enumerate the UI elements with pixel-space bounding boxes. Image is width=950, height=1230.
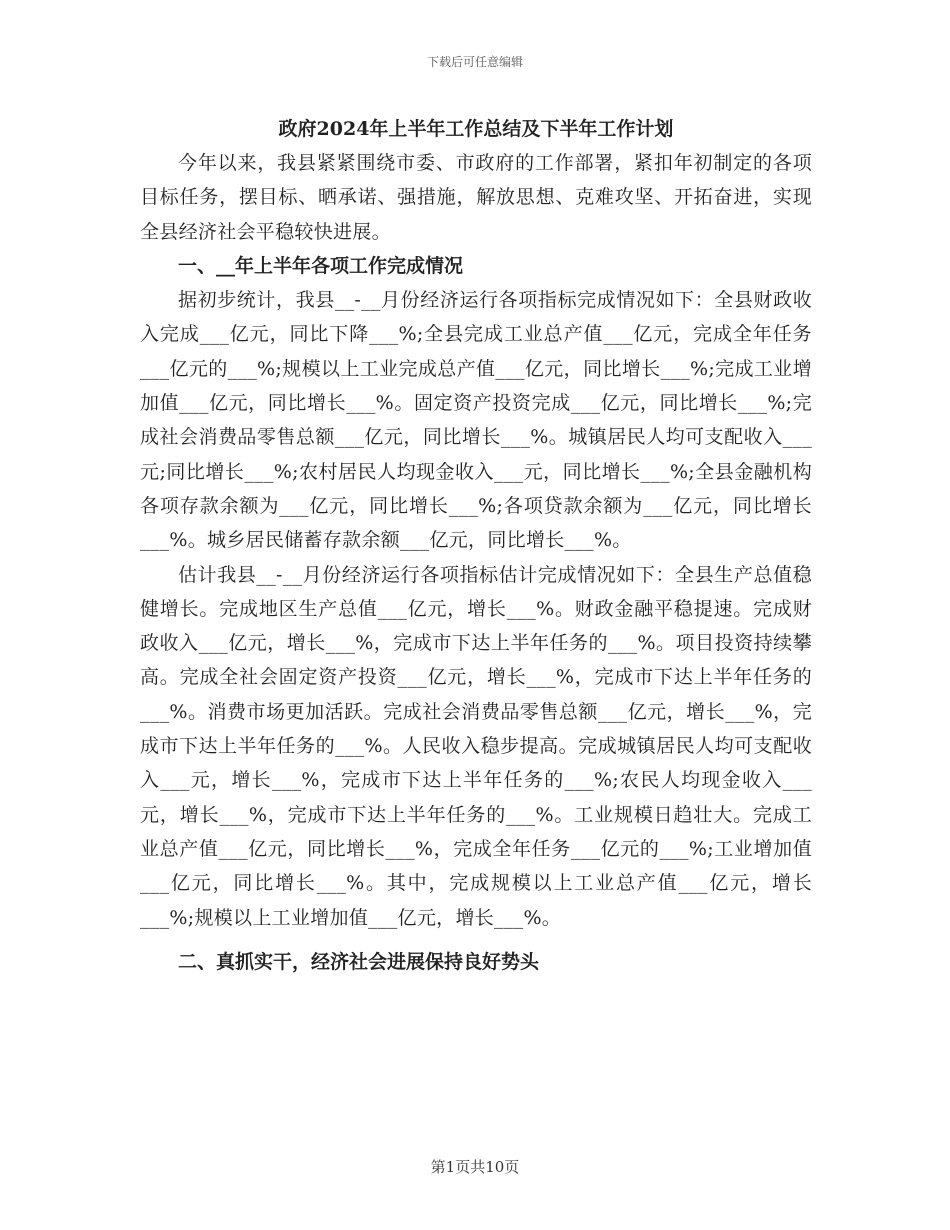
document-title: 政府2024年上半年工作总结及下半年工作计划 bbox=[278, 118, 674, 140]
section-1-heading: 一、__年上半年各项工作完成情况 bbox=[178, 254, 464, 277]
document-body bbox=[140, 112, 812, 979]
intro-paragraph: 今年以来，我县紧紧围绕市委、市政府的工作部署，紧扣年初制定的各项目标任务，摆目标、晒承诺、强措施，解放思想、克难攻坚、开拓奋进，实现全县经济社会平稳较快进展。 bbox=[140, 152, 812, 243]
page-number: 第1页共10页 bbox=[430, 1158, 520, 1176]
page-header-note: 下载后可任意编辑 bbox=[426, 55, 523, 69]
section-1-paragraph-2: 估计我县__-__月份经济运行各项指标估计完成情况如下：全县生产总值稳健增长。完成地区生产总值___亿元，增长___%。财政金融平稳提速。完成财政收入___亿元，增长___%，完成市下达上半年任务的___%。项目投资持续攀高。完成全社会固定资产投资___亿元，增长___%，完成市下达上半年任务的___%。消费市场更加活跃。完成社会消费品零售总额___亿元，增长___%，完成市下达上半年任务的___%。人民收入稳步提高。完成城镇居民人均可支配收入___元，增长___%，完成市下达上半年任务的___%;农民人均现金收入___元，增长___%，完成市下达上半年任务的___%。工业规模日趋壮大。完成工业总产值___亿元，同比增长___%，完成全年任务___亿元的___%;工业增加值___亿元，同比增长___%。其中，完成规模以上工业总产值___亿元，增长___%;规模以上工业增加值___亿元，增长___%。 bbox=[140, 563, 812, 929]
section-2-heading: 二、真抓实干，经济社会进展保持良好势头 bbox=[178, 950, 540, 973]
section-1-paragraph-1: 据初步统计，我县__-__月份经济运行各项指标完成情况如下：全县财政收入完成___亿元，同比下降___%;全县完成工业总产值___亿元，完成全年任务___亿元的___%;规模以上工业完成总产值___亿元，同比增长___%;完成工业增加值___亿元，同比增长___%。固定资产投资完成___亿元，同比增长___%;完成社会消费品零售总额___亿元，同比增长___%。城镇居民人均可支配收入___元;同比增长___%;农村居民人均现金收入___元，同比增长___%;全县金融机构各项存款余额为___亿元，同比增长___%;各项贷款余额为___亿元，同比增长___%。城乡居民储蓄存款余额___亿元，同比增长___%。 bbox=[140, 289, 812, 552]
